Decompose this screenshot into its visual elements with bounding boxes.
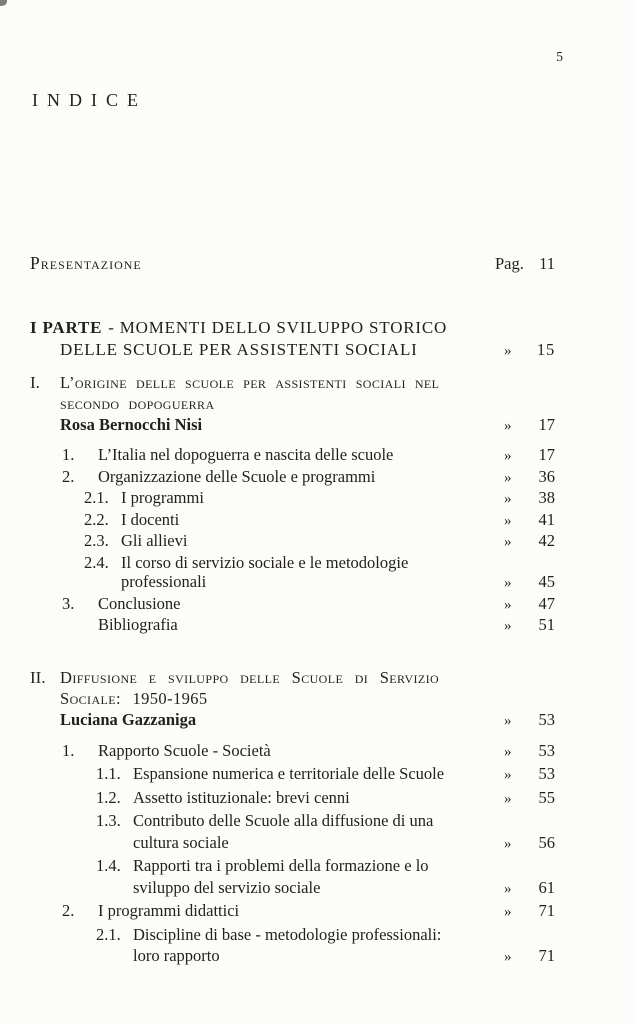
- part-heading-line1: [30, 317, 555, 339]
- page-abbrev-label: Pag.: [495, 254, 524, 273]
- page-number: 53: [538, 764, 555, 783]
- toc-item: [30, 488, 555, 510]
- item-number: 1.3.: [96, 811, 121, 830]
- page-column: [495, 414, 555, 437]
- item-title-continuation: loro rapporto: [133, 946, 220, 965]
- chapter-title-line1: Diffusione e sviluppo delle Scuole di Servizio: [60, 667, 440, 687]
- ditto-mark: »: [504, 904, 512, 920]
- page-column: [495, 467, 555, 489]
- toc-item: [30, 615, 555, 637]
- chapter-author-row: [60, 414, 555, 437]
- ditto-mark: »: [504, 835, 512, 852]
- item-title-continuation: cultura sociale: [133, 832, 229, 852]
- page-number: 17: [538, 445, 555, 464]
- item-title: Il corso di servizio sociale e le metodologie: [121, 552, 409, 572]
- toc-item-wrapped-line2: [30, 945, 555, 969]
- item-title: I programmi: [121, 488, 204, 507]
- page-column: [495, 572, 555, 594]
- item-number: 2.3.: [84, 531, 109, 550]
- chapter-author: Rosa Bernocchi Nisi: [60, 415, 203, 434]
- chapter-title-line2: secondo dopoguerra: [60, 394, 215, 413]
- page-number: 17: [538, 415, 555, 434]
- chapter-1-heading: [30, 372, 555, 437]
- chapter-author-row: [60, 709, 555, 732]
- item-title: Assetto istituzionale: brevi cenni: [133, 787, 350, 807]
- chapter-body: [60, 667, 555, 732]
- chapter-2-items: [30, 740, 555, 969]
- item-number: 1.: [62, 445, 75, 464]
- chapter-2-heading: [30, 667, 555, 732]
- ditto-mark: »: [504, 575, 512, 591]
- item-title: Bibliografia: [98, 615, 178, 634]
- ditto-mark: »: [504, 949, 512, 965]
- page-column: [495, 877, 555, 901]
- ditto-mark: »: [504, 712, 512, 729]
- chapter-title-line1: L’origine delle scuole per assistenti sociali nel: [60, 373, 440, 392]
- item-number: 2.2.: [84, 509, 109, 529]
- page-number: 36: [538, 466, 555, 486]
- ditto-mark: »: [504, 512, 512, 529]
- toc-item: [30, 467, 555, 489]
- page-column: [495, 787, 555, 811]
- page-column: [495, 945, 555, 969]
- item-number: 2.: [62, 901, 75, 920]
- page-column: [495, 615, 555, 637]
- ditto-mark: »: [504, 491, 512, 507]
- page-column: [495, 339, 555, 362]
- page-number: 71: [538, 901, 555, 920]
- page-number-folio: 5: [556, 49, 563, 64]
- item-title: Rapporti tra i problemi della formazione e lo: [133, 856, 429, 875]
- page-column: [495, 594, 555, 616]
- item-title: L’Italia nel dopoguerra e nascita delle scuole: [98, 445, 394, 464]
- ditto-mark: »: [504, 534, 512, 550]
- ditto-mark: »: [504, 880, 512, 897]
- ditto-mark: »: [504, 618, 512, 634]
- ditto-mark: »: [504, 418, 512, 434]
- item-title: Discipline di base - metodologie professionali:: [133, 924, 442, 944]
- toc-item-wrapped-line1: [30, 855, 555, 877]
- page-column: [495, 488, 555, 510]
- scan-artifact-speck: [0, 0, 7, 6]
- item-title: I docenti: [121, 509, 180, 529]
- item-number: 3.: [62, 593, 75, 613]
- item-title-continuation: sviluppo del servizio sociale: [133, 877, 321, 897]
- page-column: [495, 832, 555, 856]
- item-title: Conclusione: [98, 593, 181, 613]
- item-number: 1.4.: [96, 856, 121, 875]
- ditto-mark: »: [504, 448, 512, 464]
- item-title: Contributo delle Scuole alla diffusione di una: [133, 811, 434, 830]
- page-number: 55: [538, 787, 555, 807]
- part-number: I PARTE: [30, 318, 103, 337]
- page-column: [495, 740, 555, 764]
- page-column: [495, 763, 555, 787]
- ditto-mark: »: [504, 343, 513, 359]
- chapter-1-items: [30, 445, 555, 637]
- page-number: 51: [538, 615, 555, 634]
- toc-item: [30, 445, 555, 467]
- part-heading: [30, 317, 555, 362]
- toc-item: [30, 531, 555, 553]
- item-number: 1.2.: [96, 787, 121, 807]
- ditto-mark: »: [504, 469, 512, 486]
- item-number: 1.: [62, 740, 75, 760]
- item-title: I programmi didattici: [98, 901, 240, 920]
- item-title: Organizzazione delle Scuole e programmi: [98, 466, 376, 486]
- item-number: 2.1.: [84, 488, 109, 507]
- page-number: 53: [538, 740, 555, 760]
- page-number: 71: [538, 946, 555, 965]
- page-column: [495, 900, 555, 924]
- item-number: 2.4.: [84, 552, 109, 572]
- page-number: 45: [538, 572, 555, 591]
- entry-label: Presentazione: [30, 253, 142, 273]
- page-number: 47: [538, 593, 555, 613]
- toc-item: [30, 787, 555, 811]
- item-number: 1.1.: [96, 764, 121, 783]
- toc-item-wrapped-line1: [30, 810, 555, 832]
- document-title: INDICE: [32, 90, 147, 110]
- toc-item: [30, 900, 555, 924]
- item-number: 2.1.: [96, 924, 121, 944]
- page-number: 41: [538, 509, 555, 529]
- toc-item-wrapped-line2: [30, 877, 555, 901]
- chapter-number: I.: [30, 373, 40, 392]
- toc-entry-presentazione: [30, 253, 555, 274]
- toc-item: [30, 594, 555, 616]
- toc-item: [30, 510, 555, 532]
- page-column: [495, 445, 555, 467]
- page-number: 15: [536, 340, 555, 359]
- part-title-continuation: DELLE SCUOLE PER ASSISTENTI SOCIALI: [60, 340, 418, 359]
- table-of-contents: [30, 253, 555, 969]
- item-number: 2.: [62, 466, 75, 486]
- toc-item-wrapped-line2: [30, 572, 555, 594]
- toc-item-wrapped-line1: [30, 924, 555, 946]
- ditto-mark: »: [504, 790, 512, 807]
- item-title: Rapporto Scuole - Società: [98, 740, 271, 760]
- item-title: Gli allievi: [121, 531, 188, 550]
- ditto-mark: »: [504, 743, 512, 760]
- chapter-title-line2: Sociale: 1950-1965: [60, 688, 208, 708]
- toc-item: [30, 740, 555, 764]
- chapter-number: II.: [30, 667, 46, 687]
- toc-item-wrapped-line2: [30, 832, 555, 856]
- page-number: 53: [538, 709, 555, 729]
- chapter-author: Luciana Gazzaniga: [60, 709, 197, 729]
- page-column: [495, 709, 555, 732]
- toc-item: [30, 763, 555, 787]
- page-number: 38: [538, 488, 555, 507]
- chapter-body: [60, 372, 555, 437]
- item-title-continuation: professionali: [121, 572, 207, 591]
- part-title: - MOMENTI DELLO SVILUPPO STORICO: [108, 318, 448, 337]
- page-number: 61: [538, 877, 555, 897]
- ditto-mark: »: [504, 767, 512, 783]
- page-column: [495, 254, 555, 274]
- page-number: 56: [538, 832, 555, 852]
- ditto-mark: »: [504, 596, 512, 613]
- page-number: 11: [539, 254, 555, 273]
- part-heading-line2: [60, 339, 555, 362]
- toc-item-wrapped-line1: [30, 553, 555, 573]
- page-column: [495, 531, 555, 553]
- page-column: [495, 510, 555, 532]
- page-number: 42: [538, 531, 555, 550]
- item-title: Espansione numerica e territoriale delle Scuole: [133, 764, 445, 783]
